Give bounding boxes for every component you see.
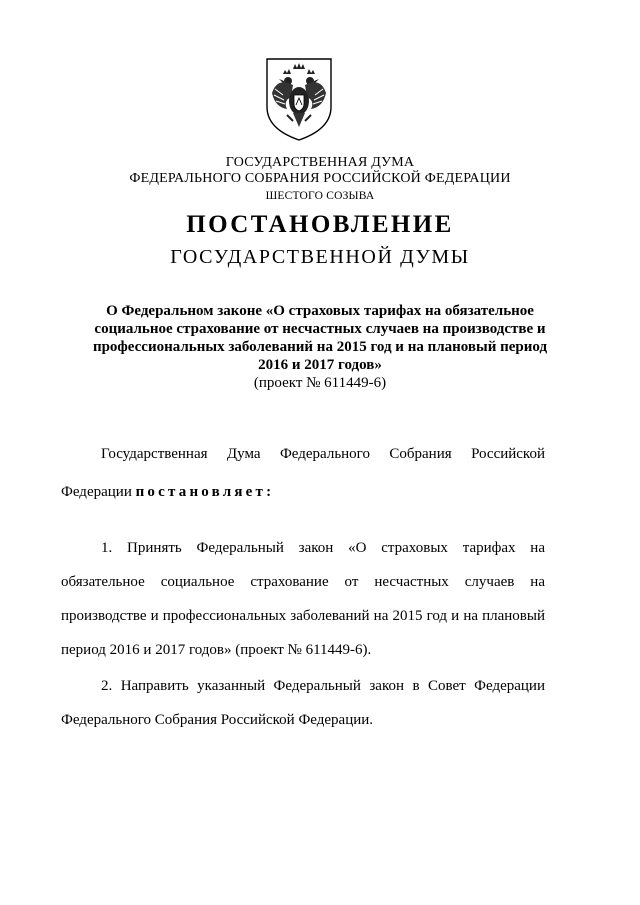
item2-line: 2. Направить указанный Федеральный закон в Совет Федерации — [101, 678, 545, 694]
document-subtitle: ГОСУДАРСТВЕННОЙ ДУМЫ — [170, 246, 470, 268]
subject-line: 2016 и 2017 годов» — [258, 357, 382, 373]
intro-line2 — [61, 483, 274, 501]
item1-line: производстве и профессиональных заболеваний на 2015 год и на плановый — [61, 608, 545, 624]
org-name-line1: ГОСУДАРСТВЕННАЯ ДУМА — [225, 155, 415, 170]
subject-line: социальное страхование от несчастных случаев на производстве и — [94, 321, 546, 337]
subject-line: О Федеральном законе «О страховых тарифах на обязательное — [106, 303, 534, 319]
coat-of-arms-icon — [263, 55, 335, 143]
resolves-text: постановляет: — [135, 484, 275, 500]
intro-federation-text: Федерации — [61, 484, 132, 500]
org-name-line2: ФЕДЕРАЛЬНОГО СОБРАНИЯ РОССИЙСКОЙ ФЕДЕРАЦИИ — [129, 171, 511, 186]
project-number: (проект № 611449-6) — [253, 375, 387, 391]
item1-line: 1. Принять Федеральный закон «О страховых тарифах на — [101, 540, 545, 556]
document-subject — [60, 302, 580, 374]
convocation-line: ШЕСТОГО СОЗЫВА — [265, 190, 375, 202]
intro-line1: Государственная Дума Федерального Собрания Российской — [101, 446, 545, 462]
item1-line: период 2016 и 2017 годов» (проект № 611449-6). — [61, 642, 372, 658]
item1-line: обязательное социальное страхование от несчастных случаев на — [61, 574, 545, 590]
item2-line: Федерального Собрания Российской Федерации. — [61, 712, 374, 728]
subject-line: профессиональных заболеваний на 2015 год и на плановый период — [92, 339, 548, 355]
document-title: ПОСТАНОВЛЕНИЕ — [186, 211, 454, 238]
